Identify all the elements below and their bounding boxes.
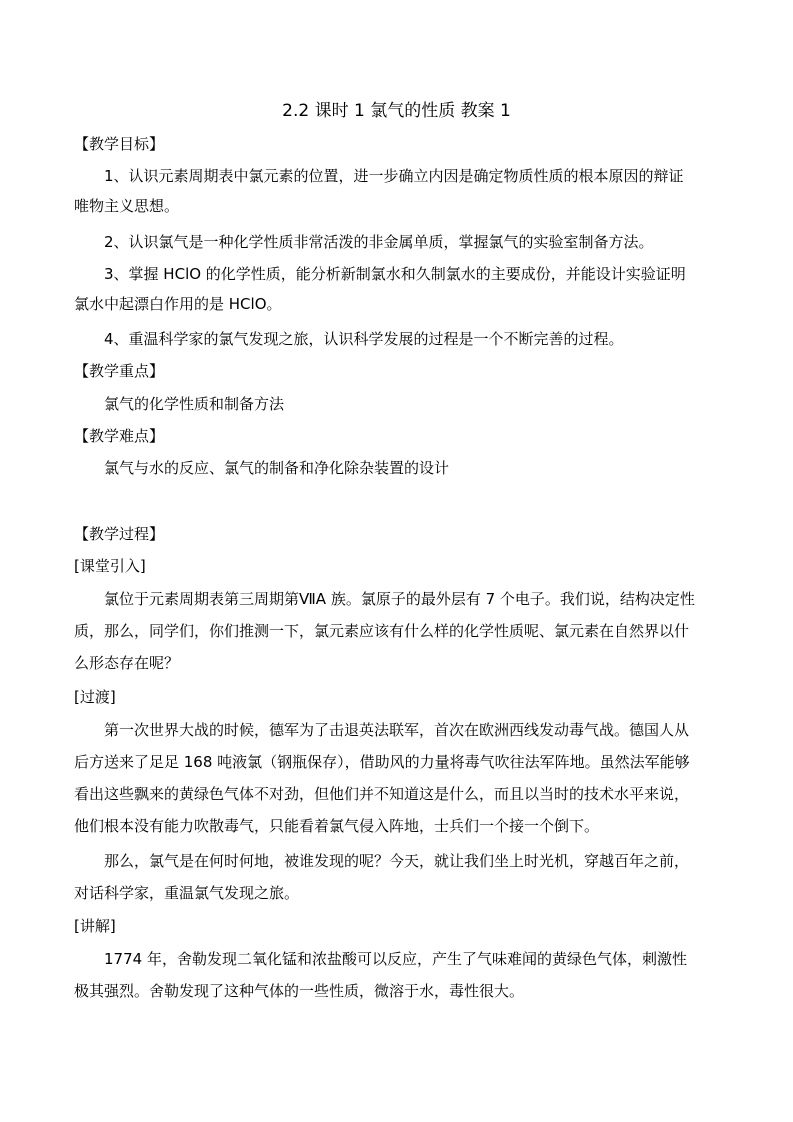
key-points-heading: 【教学重点】	[74, 362, 165, 380]
transition-1-line-4: 他们根本没有能力吹散毒气，只能看着氯气侵入阵地，士兵们一个接一个倒下。	[74, 817, 600, 835]
transition-tag: [过渡]	[74, 688, 116, 706]
lecture-tag: [讲解]	[74, 917, 116, 935]
difficulties-heading: 【教学难点】	[74, 427, 165, 445]
goal-item-2	[74, 232, 724, 252]
goal-item-3	[74, 264, 724, 314]
intro-tag: [课堂引入]	[74, 557, 146, 575]
transition-1-line-3: 看出这些飘来的黄绿色气体不对劲，但他们并不知道这是什么，而且以当时的技术水平来说，	[74, 785, 690, 803]
goal-4-line-1: 4、重温科学家的氯气发现之旅，认识科学发展的过程是一个不断完善的过程。	[104, 330, 624, 348]
intro-line-2: 质，那么，同学们，你们推测一下，氯元素应该有什么样的化学性质呢、氯元素在自然界以什	[74, 622, 690, 640]
transition-paragraph-2	[74, 851, 724, 903]
intro-paragraph	[74, 589, 724, 673]
goal-3-line-2: 氯水中起漂白作用的是 HClO。	[74, 295, 282, 313]
process-heading: 【教学过程】	[74, 525, 165, 543]
intro-line-1: 氯位于元素周期表第三周期第ⅦA 族。氯原子的最外层有 7 个电子。我们说，结构决定性	[104, 590, 695, 608]
goal-item-4	[74, 329, 724, 349]
key-points-text: 氯气的化学性质和制备方法	[104, 395, 285, 413]
goal-1-line-2: 唯物主义思想。	[74, 197, 180, 215]
transition-2-line-1: 那么，氯气是在何时何地，被谁发现的呢？今天，就让我们坐上时光机，穿越百年之前，	[104, 852, 690, 870]
goal-2-line-1: 2、认识氯气是一种化学性质非常活泼的非金属单质，掌握氯气的实验室制备方法。	[104, 233, 654, 251]
goal-3-line-1: 3、掌握 HClO 的化学性质，能分析新制氯水和久制氯水的主要成份，并能设计实验证明	[104, 265, 686, 283]
lecture-line-2: 极其强烈。舍勒发现了这种气体的一些性质，微溶于水，毒性很大。	[74, 982, 525, 1000]
goal-item-1	[74, 166, 724, 216]
document-title: 2.2 课时 1 氯气的性质 教案 1	[282, 101, 511, 121]
transition-1-line-1: 第一次世界大战的时候，德军为了击退英法联军，首次在欧洲西线发动毒气战。德国人从	[104, 721, 690, 739]
goals-heading: 【教学目标】	[74, 135, 165, 153]
transition-2-line-2: 对话科学家，重温氯气发现之旅。	[74, 884, 300, 902]
transition-paragraph-1	[74, 720, 724, 836]
difficulties-text: 氯气与水的反应、氯气的制备和净化除杂装置的设计	[104, 459, 450, 477]
transition-1-line-2: 后方送来了足足 168 吨液氯（钢瓶保存），借助风的力量将毒气吹往法军阵地。虽然法军能够	[74, 753, 690, 771]
lecture-line-1: 1774 年，舍勒发现二氧化锰和浓盐酸可以反应，产生了气味难闻的黄绿色气体，刺激性	[104, 950, 687, 968]
goal-1-line-1: 1、认识元素周期表中氯元素的位置，进一步确立内因是确定物质性质的根本原因的辩证	[104, 167, 684, 185]
lecture-paragraph	[74, 949, 724, 1001]
intro-line-3: 么形态存在呢？	[74, 654, 180, 672]
